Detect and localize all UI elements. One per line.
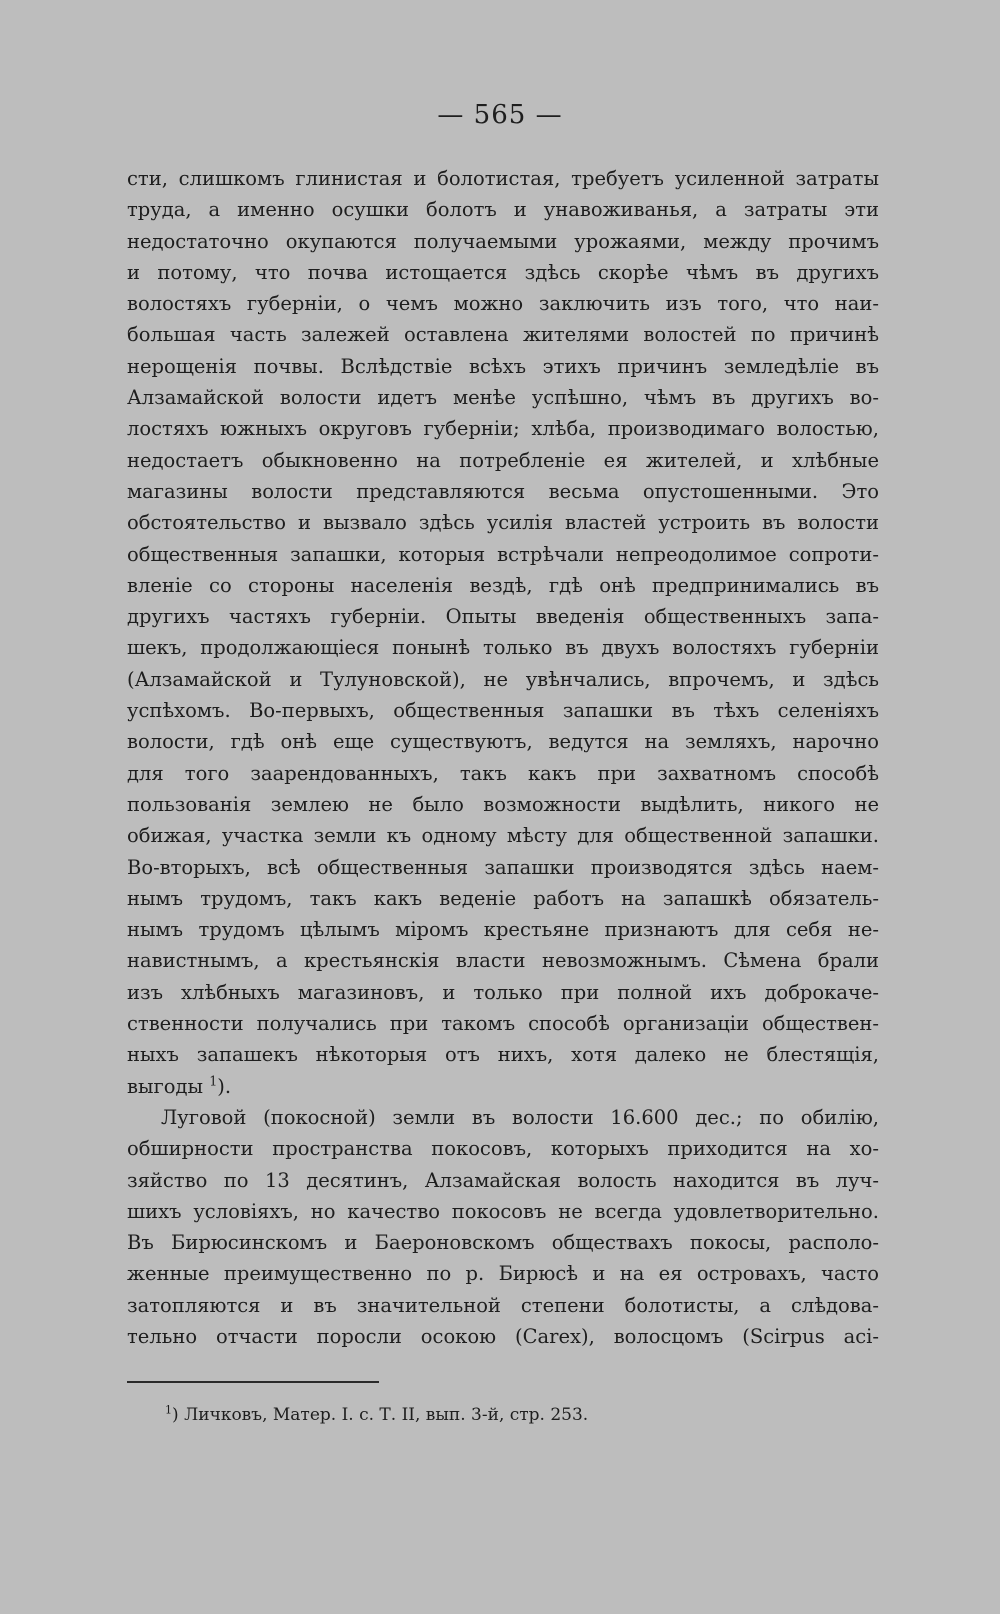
text-line: успѣхомъ. Во-первыхъ, общественныя запашки въ тѣхъ селеніяхъ <box>127 699 879 723</box>
footnote-divider <box>127 1381 379 1383</box>
text-line: сти, слишкомъ глинистая и болотистая, требуетъ усиленной затраты <box>127 167 879 190</box>
text-line: пользованія землею не было возможности выдѣлить, никого не <box>127 792 879 816</box>
text-line: шихъ условіяхъ, но качество покосовъ не всегда удовлетворительно. <box>127 1199 879 1223</box>
text-line: лостяхъ южныхъ округовъ губерніи; хлѣба, производимаго волостью, <box>127 417 879 441</box>
text-line: волости, гдѣ онѣ еще существуютъ, ведутся на земляхъ, нарочно <box>127 730 879 754</box>
text-line: большая часть залежей оставлена жителями волостей по причинѣ <box>127 323 879 347</box>
footnote-marker: 1 <box>165 1403 173 1417</box>
footnote-text: ) Личковъ, Матер. І. с. Т. II, вып. 3-й, стр. 253. <box>172 1405 589 1425</box>
text-line: (Алзамайской и Тулуновской), не увѣнчались, впрочемъ, и здѣсь <box>127 667 879 691</box>
text-line: другихъ частяхъ губерніи. Опыты введенія общественныхъ запа- <box>127 605 879 629</box>
text-line: общественныя запашки, которыя встрѣчали непреодолимое сопроти- <box>127 542 879 566</box>
paragraph-2 <box>127 1102 879 1352</box>
text-line-last <box>127 1071 879 1102</box>
text-line: нымъ трудомъ, такъ какъ веденіе работъ на запашкѣ обязатель- <box>127 886 879 910</box>
footnote <box>165 1403 588 1427</box>
text-line: волостяхъ губерніи, о чемъ можно заключить изъ того, что наи- <box>127 292 879 316</box>
text-line: шекъ, продолжающіеся понынѣ только въ двухъ волостяхъ губерніи <box>127 636 879 660</box>
paragraph-1 <box>127 163 879 1102</box>
text-line: обстоятельство и вызвало здѣсь усилія властей устроить въ волости <box>127 511 879 535</box>
text-line: зяйство по 13 десятинъ, Алзамайская волость находится въ луч- <box>127 1168 879 1192</box>
last-line-end: ). <box>217 1074 232 1098</box>
text-line: вленіе со стороны населенія вездѣ, гдѣ онѣ предпринимались въ <box>127 573 879 597</box>
text-line: женные преимущественно по р. Бирюсѣ и на ея островахъ, часто <box>127 1262 879 1286</box>
page-number: — 565 — <box>437 100 563 130</box>
text-line: ственности получались при такомъ способѣ организаціи обществен- <box>127 1012 879 1036</box>
text-line: нымъ трудомъ цѣлымъ міромъ крестьяне признаютъ для себя не- <box>127 918 879 942</box>
last-line-text: выгоды <box>127 1074 203 1098</box>
text-line: Луговой (покосной) земли въ волости 16.600 дес.; по обилію, <box>161 1105 879 1129</box>
body-text <box>127 163 879 1352</box>
text-line: обижая, участка земли къ одному мѣсту для общественной запашки. <box>127 824 879 848</box>
text-line: недостаетъ обыкновенно на потребленіе ея жителей, и хлѣбные <box>127 448 879 472</box>
text-line: Алзамайской волости идетъ менѣе успѣшно, чѣмъ въ другихъ во- <box>127 386 879 410</box>
text-line: тельно отчасти поросли осокою (Carex), волосцомъ (Scirpus aci- <box>127 1324 879 1348</box>
text-line: и потому, что почва истощается здѣсь скорѣе чѣмъ въ другихъ <box>127 260 879 284</box>
text-line: труда, а именно осушки болотъ и унавоживанья, а затраты эти <box>127 198 879 222</box>
text-line: для того заарендованныхъ, такъ какъ при захватномъ способѣ <box>127 761 879 785</box>
footnote-reference[interactable]: 1 <box>209 1073 218 1089</box>
text-line: магазины волости представляются весьма опустошенными. Это <box>127 479 879 503</box>
text-line: Во-вторыхъ, всѣ общественныя запашки производятся здѣсь наем- <box>127 855 879 879</box>
text-line: нерощенія почвы. Вслѣдствіе всѣхъ этихъ причинъ земледѣліе въ <box>127 354 879 378</box>
text-line: навистнымъ, а крестьянскія власти невозможнымъ. Сѣмена брали <box>127 949 879 973</box>
text-line: ныхъ запашекъ нѣкоторыя отъ нихъ, хотя далеко не блестящія, <box>127 1043 879 1067</box>
text-line: Въ Бирюсинскомъ и Баероновскомъ обществахъ покосы, располо- <box>127 1231 879 1255</box>
text-line: изъ хлѣбныхъ магазиновъ, и только при полной ихъ доброкаче- <box>127 980 879 1004</box>
text-line: обширности пространства покосовъ, которыхъ приходится на хо- <box>127 1137 879 1161</box>
text-line: затопляются и въ значительной степени болотисты, а слѣдова- <box>127 1293 879 1317</box>
text-line: недостаточно окупаются получаемыми урожаями, между прочимъ <box>127 229 879 253</box>
